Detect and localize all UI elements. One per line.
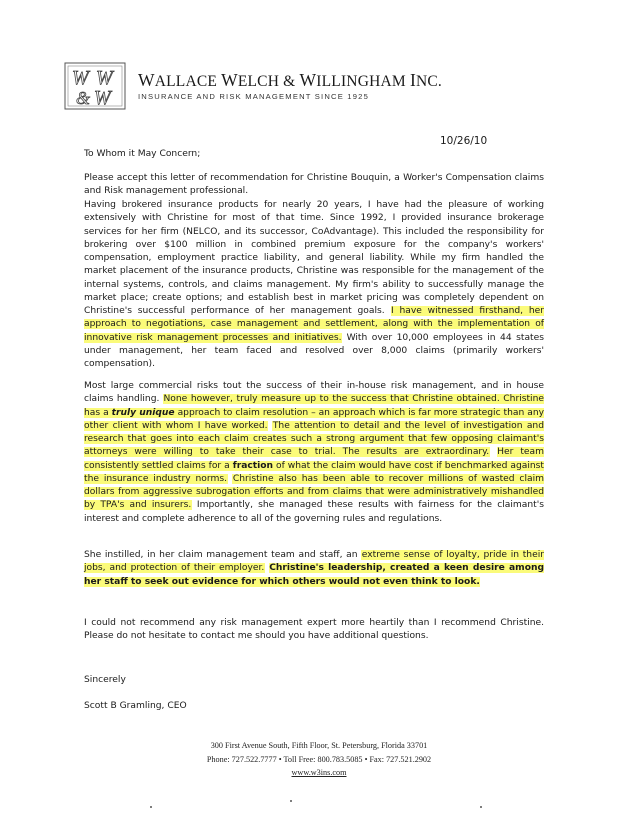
footer-phones: Phone: 727.522.7777 • Toll Free: 800.783.5085 • Fax: 727.521.2902 [206, 755, 432, 764]
highlight-unique-approach: None however, truly measure up to the success that Christine obtained. Christine has a truly unique approach to claim resolution – an approach which is far more strategic than any other client with whom I have worked. [84, 394, 545, 431]
highlight-loyalty: extreme sense of loyalty, pride in their jobs, and protection of their employer. [84, 550, 544, 574]
paragraph-intro: Please accept this letter of recommendation for Christine Bouquin, a Worker's Compensation claims and Risk management professional. [84, 173, 544, 197]
letter-date: 10/26/10 [440, 135, 488, 147]
paragraph-results: Most large commercial risks tout the success of their in-house risk management, and in house claims handling. None however, truly measure up to the success that Christine obtained. Christine has a truly unique approach to claim resolution – an approach which is far more strategic than any other client with whom I have worked. The attention to detail and the level of investigation and research that goes into each claim creates such a strong argument that few opposing claimant's attorneys were willing to take their case to trial. The results are extraordinary. Her team consistently settled claims for a fraction of what the claim would have cost if benchmarked against the insurance industry norms. Christine also has been able to recover millions of wasted claim dollars from aggressive subrogation efforts and from claims that were administratively mishandled by TPA's and insurers. Importantly, she managed these results with fairness for the claimant's interest and complete adherence to all of the governing rules and regulations. [84, 381, 545, 524]
svg-text:W: W [94, 87, 111, 109]
highlight-subrogation: Christine also has been able to recover millions of wasted claim dollars from aggressive subrogation efforts and from claims that were administratively mishandled by TPA's and insurers. [84, 473, 545, 511]
website-link[interactable]: www.w3ins.com [291, 768, 347, 777]
closing: Sincerely [84, 675, 126, 685]
paragraph-recommendation: I could not recommend any risk management expert more heartily than I recommend Christine. Please do not hesitate to contact me should you have additional questions. [84, 618, 544, 642]
highlight-fraction: Her team consistently settled claims for a fraction of what the claim would have cost if benchmarked against the insurance industry norms. [84, 447, 544, 484]
scan-speck [150, 806, 152, 808]
paragraph-experience: Having brokered insurance products for nearly 20 years, I have had the pleasure of working extensively with Christine for most of that time. Since 1992, I provided insurance brokerage services for her firm (NELCO, and its successor, CoAdvantage). This included the responsibility for brokering over $100 million in combined premium exposure for the company's workers' compensation, employment practice liability, and general liability. While my firm handled the market placement of the insurance products, Christine was responsible for the management of the internal systems, controls, and claims management. My firm's ability to successfully manage the market place; create options; and establish best in market pricing was completely dependent on Christine's successful performance of her management goals. I have witnessed firsthand, her approach to negotiations, case management and settlement, along with the implementation of innovative risk management processes and initiatives. With over 10,000 employees in 44 states under management, her team faced and resolved over 8,000 claims (primarily workers' compensation). [84, 200, 545, 369]
highlight-attention-detail: The attention to detail and the level of investigation and research that goes into each claim creates such a strong argument that few opposing claimant's attorneys were willing to take their case to trial. The results are extraordinary. [84, 420, 545, 458]
footer-address: 300 First Avenue South, Fifth Floor, St. Petersburg, Florida 33701 [210, 741, 428, 750]
footer-website [0, 768, 638, 777]
highlight-leadership: Christine's leadership, created a keen desire among her staff to seek out evidence for which others would not even think to look. [84, 563, 544, 587]
paragraph-leadership: She instilled, in her claim management team and staff, an extreme sense of loyalty, pride in their jobs, and protection of their employer. Christine's leadership, created a keen desire among her staff to seek out evidence for which others would not even think to look. [84, 550, 544, 587]
svg-text:W: W [72, 67, 89, 89]
highlight-witnessed: I have witnessed firsthand, her approach to negotiations, case management and settlement, along with the implementation of innovative risk management processes and initiatives. [84, 306, 545, 343]
signer-name: Scott B Gramling, CEO [84, 701, 187, 711]
company-tagline: INSURANCE AND RISK MANAGEMENT SINCE 1925 [138, 92, 369, 101]
scan-speck [480, 806, 482, 808]
company-logo [64, 62, 126, 110]
salutation: To Whom it May Concern; [84, 149, 201, 159]
svg-text:W: W [96, 67, 113, 89]
company-name: WALLACE WELCH & WILLINGHAM INC. [138, 70, 442, 90]
wwandw-monogram-icon [64, 62, 126, 110]
svg-text:&: & [76, 88, 91, 108]
scan-speck [290, 800, 292, 802]
